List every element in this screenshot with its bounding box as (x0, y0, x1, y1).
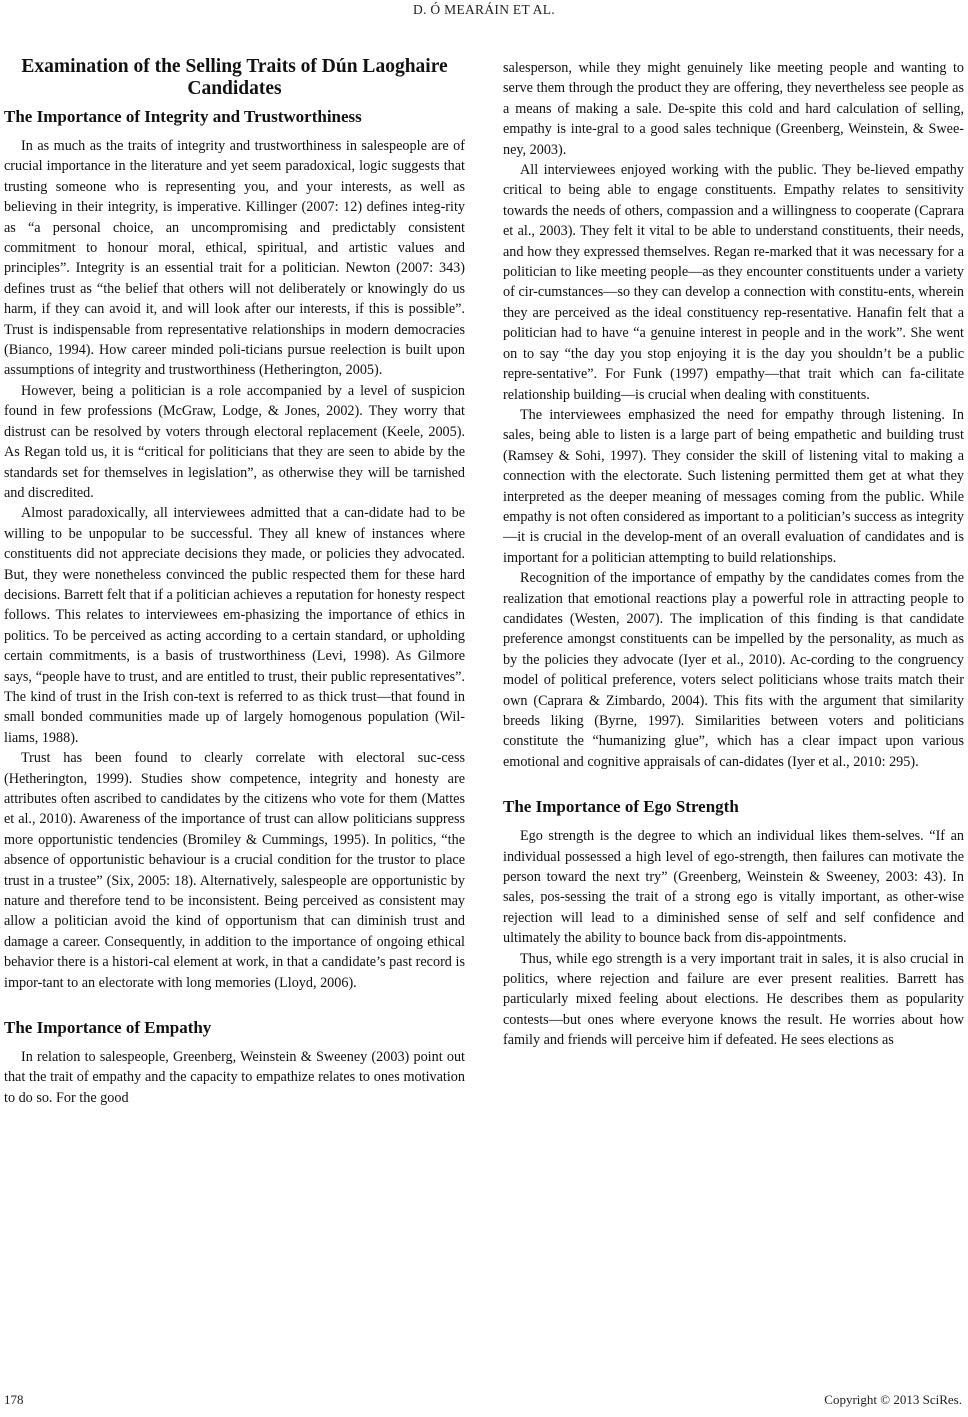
right-column (503, 58, 964, 1051)
paragraph: In relation to salespeople, Greenberg, Weinstein & Sweeney (2003) point out that the trait of empathy and the capacity to empathize relates to ones motivation to do so. For the good (4, 1049, 465, 1106)
paragraph: Trust has been found to clearly correlate with electoral suc-cess (Hetherington, 1999). Studies show competence, integrity and honesty are attributes often ascribed to candidates by the citizens who vote for them (Mattes et al., 2010). Awareness of the importance of trust can allow politicians suppress more opportunistic tendencies (Bromiley & Cummings, 1995). In politics, “the absence of opportunistic behaviour is a crucial condition for the trustor to place trust in a trustee” (Six, 2005: 18). Alternatively, salespeople are opportunistic by nature and therefore tend to be inconsistent. Being perceived as consistent may allow a politician avoid the kind of opportunism that can diminish trust and damage a career. Consequently, in addition to the importance of ongoing ethical behavior there is a histori-cal element at work, in that a candidate’s past record is impor-tant to an electorate with long memories (Lloyd, 2006). (4, 750, 465, 991)
left-column (4, 50, 465, 1108)
section-heading-integrity: The Importance of Integrity and Trustworthiness (4, 107, 362, 126)
section-heading-empathy: The Importance of Empathy (4, 1018, 212, 1038)
paragraph: Thus, while ego strength is a very important trait in sales, it is also crucial in politics, where rejection and failure are ever present realities. Barrett has particularly mixed feeling about elections. He describes them as popularity contests—but ones where everyone knows the result. He worries about how family and friends will perceive him if defeated. He sees elections as (503, 950, 964, 1049)
paragraph: The interviewees emphasized the need for empathy through listening. In sales, being able to listen is a large part of being empathetic and building trust (Ramsey & Sohi, 1997). They consider the skill of listening vital to making a connection with the electorate. Such listening permitted them get at what they interpreted as the deeper meaning of messages coming from the public. While empathy is not often considered as important to a politician’s success as integrity—it is crucial in the develop-ment of an overall evaluation of candidates and is important for a politician attempting to build relationships. (503, 406, 964, 566)
paragraph: In as much as the traits of integrity and trustworthiness in salespeople are of crucial importance in the literature and yet seem paradoxical, logic suggests that trusting someone who is representing you, and your interests, as well as believing in their integrity, is imperative. Killinger (2007: 12) defines integ-rity as “a personal choice, an uncompromising and predictably consistent commitment to honour moral, ethical, spiritual, and artistic values and principles”. Integrity is an essential trait for a politician. Newton (2007: 343) defines trust as “the belief that others will not deliberately or knowingly do us harm, if they can avoid it, and will look after our interests, if this is possible”. Trust is indispensable from representative relationships in modern democracies (Bianco, 1994). How career minded poli-ticians pursue reelection is built upon assumptions of integrity and trustworthiness (Hetherington, 2005). (4, 138, 465, 379)
paragraph: Recognition of the importance of empathy by the candidates comes from the realization that emotional reactions play a powerful role in attracting people to candidates (Westen, 2007). The implication of this finding is that candidate preference amongst constituents can be impelled by the personality, as much as by the policies they advocate (Iyer et al., 2010). Ac-cording to the congruency model of political preference, voters select politicians whose traits match their own (Caprara & Zimbardo, 2004). This fits with the argument that similarity breeds liking (Byrne, 1997). Similarities between voters and politicians constitute the “humanizing glue”, which has a clear impact upon various emotional and cognitive appraisals of can-didates (Iyer et al., 2010: 295). (503, 570, 964, 770)
section-heading-ego: The Importance of Ego Strength (503, 797, 739, 817)
paragraph: Ego strength is the degree to which an individual likes them-selves. “If an individual possessed a high level of ego-strength, then failures can motivate the person toward the next try” (Greenberg, Weinstein & Sweeney, 2003: 43). In sales, pos-sessing the trait of a strong ego is vitally important, as other-wise rejection will lead to a diminished sense of self and self confidence and ultimately the ability to bounce back from dis-appointments. (503, 828, 964, 947)
paragraph-continued: salesperson, while they might genuinely like meeting people and wanting to serve them through the product they are offering, they nevertheless see people as a means of making a sale. De-spite this cold and hard calculation of selling, empathy is inte-gral to a good sales technique (Greenberg, Weinstein, & Swee-ney, 2003). (503, 60, 964, 158)
paragraph: All interviewees enjoyed working with the public. They be-lieved empathy critical to being able to engage constituents. Empathy relates to sensitivity towards the needs of others, compassion and a willingness to cooperate (Caprara et al., 2003). They felt it vital to be able to understand constituents, their needs, and how they expressed themselves. Regan re-marked that it was necessary for a politician to like meeting people—as they encounter constituents under a variety of cir-cumstances—so they can develop a connection with constitu-ents, wherein they are perceived as the ideal constituency rep-resentative. Hanafin felt that a politician had to have “a genuine interest in people and in the work”. She went on to say “the day you stop enjoying it is the day you shouldn’t be a public repre-sentative”. For Funk (1997) empathy—that trait which can fa-cilitate relationship building—is crucial when dealing with constituents. (503, 162, 964, 403)
running-head: D. Ó MEARÁIN ET AL. (413, 2, 555, 17)
page-number: 178 (4, 1392, 24, 1407)
paragraph: Almost paradoxically, all interviewees admitted that a can-didate had to be willing to be unpopular to be successful. They all knew of instances where constituents did not appreciate decisions they made, or policies they advocated. But, they were nonetheless convinced the public respected them for these hard decisions. Barrett felt that if a politician achieves a reputation for honesty respect follows. This relates to interviewees em-phasizing the importance of ethics in politics. To be perceived as acting according to a certain standard, or upholding certain commitments, is a basis of trustworthiness (Levi, 1998). As Gilmore says, “people have to trust, and are entitled to trust, their public representatives”. The kind of trust in the Irish con-text is referred to as thick trust—that found in small bonded communities made up of largely homogenous population (Wil-liams, 1988). (4, 505, 465, 746)
paragraph: However, being a politician is a role accompanied by a level of suspicion found in few professions (McGraw, Lodge, & Jones, 2002). They worry that distrust can be resolved by voters through electoral replacement (Keele, 2005). As Regan told us, it is “critical for politicians that they are seen to abide by the standards set for themselves in legislation”, as otherwise they will be tarnished and discredited. (4, 382, 465, 501)
article-title: Examination of the Selling Traits of Dún Laoghaire Candidates (21, 56, 448, 99)
copyright-notice: Copyright © 2013 SciRes. (824, 1392, 962, 1407)
